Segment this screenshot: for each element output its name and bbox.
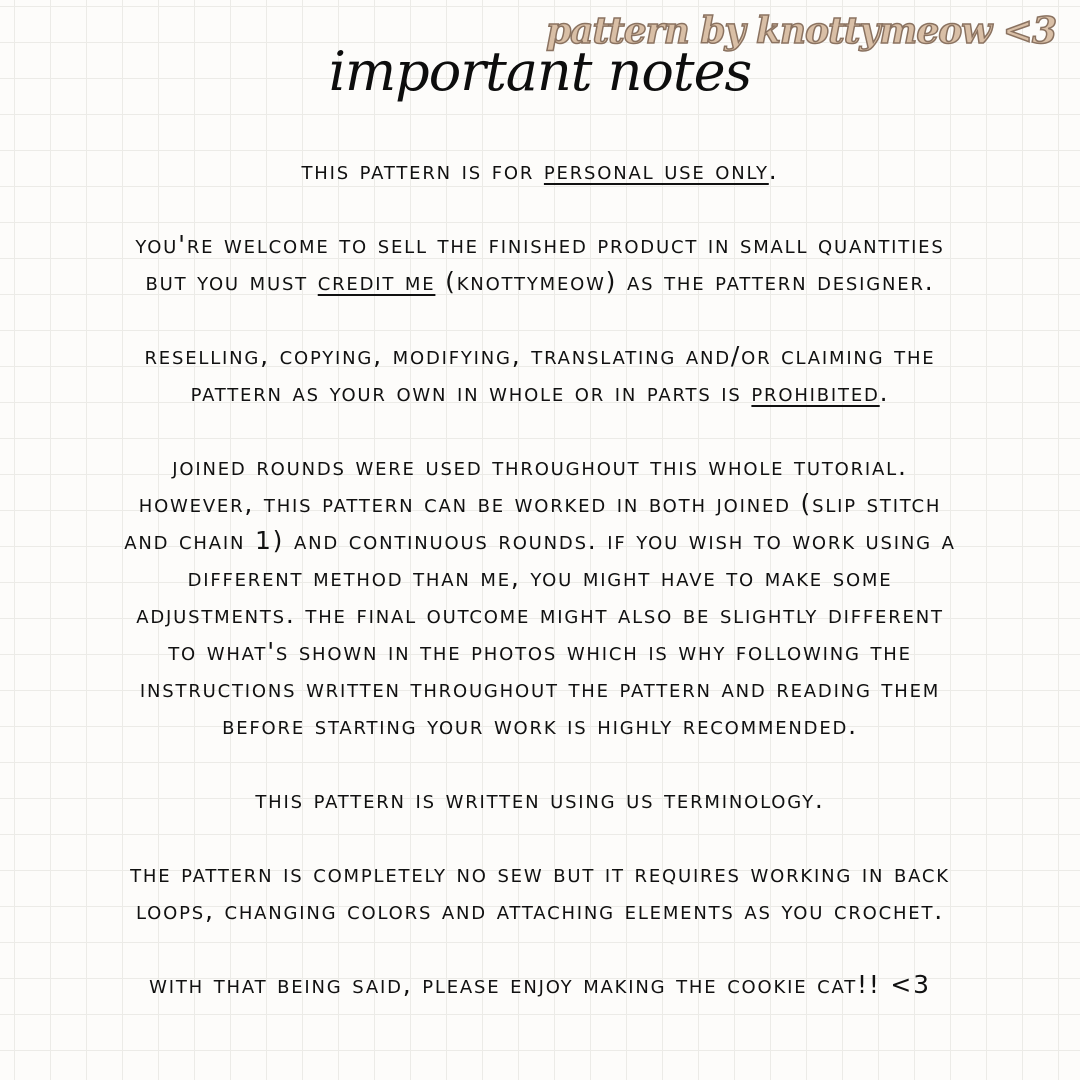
note-line: different method than me, you might have to make some [187, 563, 893, 592]
note-line: the pattern is completely no sew but it requires working in back [130, 859, 950, 888]
note-line: you're welcome to sell the finished product in small quantities [135, 230, 945, 259]
note-enjoy [20, 966, 1060, 1003]
note-prohibited [20, 337, 1060, 411]
note-line: joined rounds were used throughout this whole tutorial. [172, 452, 908, 481]
note-line: however, this pattern can be worked in both joined (slip stitch [138, 489, 942, 518]
note-line: instructions written throughout the pattern and reading them [139, 674, 941, 703]
note-line: pattern as your own in whole or in parts is prohibited. [190, 378, 890, 407]
note-line: this pattern is written using us terminology. [255, 785, 825, 814]
note-selling-credit [20, 226, 1060, 300]
note-line: with that being said, please enjoy making the cookie cat!! <3 [149, 970, 931, 999]
note-personal-use [20, 152, 1060, 189]
note-joined-rounds [20, 448, 1060, 744]
note-line: adjustments. the final outcome might also be slightly different [136, 600, 944, 629]
note-line: to what's shown in the photos which is why following the [168, 637, 912, 666]
notes-body [20, 152, 1060, 1040]
note-no-sew [20, 855, 1060, 929]
pattern-credit-watermark: pattern by knottymeow <3 [545, 10, 1056, 52]
note-line: before starting your work is highly recommended. [222, 711, 858, 740]
note-us-terminology [20, 781, 1060, 818]
note-line: but you must credit me (knottymeow) as the pattern designer. [145, 267, 935, 296]
note-line: reselling, copying, modifying, translating and/or claiming the [144, 341, 936, 370]
note-line: loops, changing colors and attaching elements as you crochet. [135, 896, 945, 925]
personal-use-only-emphasis: personal use only [543, 156, 769, 185]
page-title: important notes [328, 40, 752, 103]
prohibited-emphasis: prohibited [751, 378, 880, 407]
note-line: this pattern is for personal use only. [301, 156, 779, 185]
credit-me-emphasis: credit me [317, 267, 436, 296]
note-line: and chain 1) and continuous rounds. if you wish to work using a [124, 526, 956, 555]
